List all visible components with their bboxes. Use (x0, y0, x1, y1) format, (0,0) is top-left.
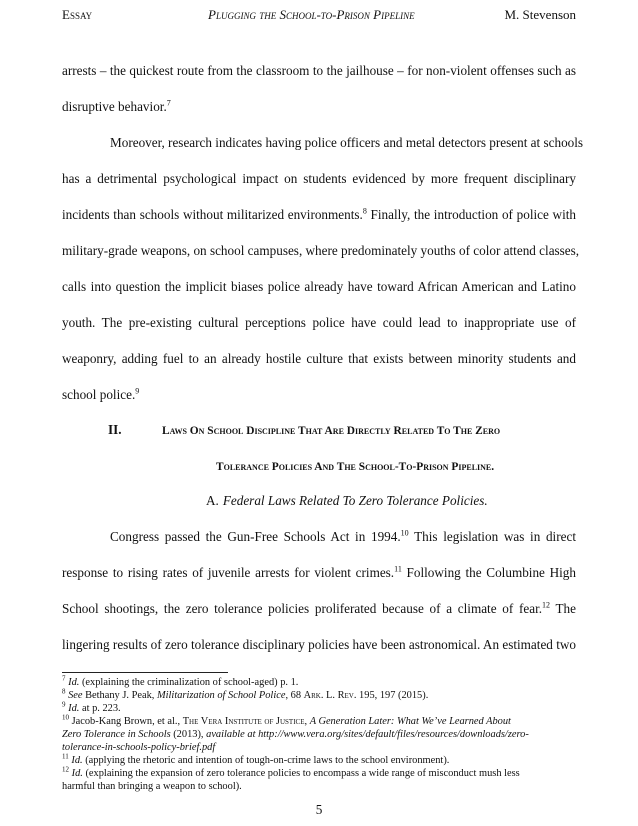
body-line: youth. The pre-existing cultural perceptions police have could lead to inappropriate use of (62, 315, 576, 330)
body-line: school police.$^9$ (62, 386, 140, 402)
footnote-ref: 10 (400, 528, 409, 538)
subsection-heading: A. Federal Laws Related To Zero Tolerance Policies. (206, 493, 488, 508)
body-line: calls into question the implicit biases police already have toward African American and Latino (62, 279, 576, 294)
footnote-9: $^9$ Id. at p. 223. (62, 700, 121, 714)
body-line: Moreover, research indicates having police officers and metal detectors present at schools (110, 135, 584, 150)
footnote-12-cont: harmful than bringing a weapon to school). (62, 781, 242, 792)
body-line: response to rising rates of juvenile arrests for violent crimes.$^{11}$ Following the Columbine High (62, 564, 576, 580)
body-line: incidents than schools without militarized environments.$^8$ Finally, the introduction of police with (62, 206, 576, 222)
section-heading: Tolerance Policies And The School-To-Prison Pipeline. (216, 461, 495, 473)
section-heading: Laws On School Discipline That Are Directly Related To The Zero (162, 425, 501, 437)
footnote-link[interactable]: tolerance-in-schools-policy-brief.pdf (62, 742, 216, 753)
footnote-11: $^{11}$ Id. (applying the rhetoric and intention of tough-on-crime laws to the school environment). (62, 752, 450, 766)
footnote-10: $^{10}$ Jacob-Kang Brown, et al., The Vera Institute of Justice, A Generation Later: What We’ve Learned About (62, 713, 511, 727)
footnote-ref: 12 (542, 600, 551, 610)
section-numeral: II. (108, 422, 122, 437)
running-header-left: Essay (62, 7, 93, 22)
footnote-ref: 11 (394, 564, 402, 574)
body-line: has a detrimental psychological impact on students evidenced by more frequent disciplinary (62, 171, 576, 186)
running-header-author: M. Stevenson (504, 7, 576, 22)
footnote-7: $^7$ Id. (explaining the criminalization of school-aged) p. 1. (62, 674, 299, 688)
body-line: military-grade weapons, on school campuses, where predominately youths of color attend classes, (62, 243, 580, 258)
body-line: School shootings, the zero tolerance policies proliferated because of a climate of fear.$^{12}$ The (62, 600, 577, 616)
footnote-link[interactable]: available at http://www.vera.org/sites/default/files/resources/downloads/zero- (206, 729, 529, 740)
body-line: Congress passed the Gun-Free Schools Act in 1994.10 This legislation was in direct (110, 528, 576, 544)
running-header-title: Plugging the School-to-Prison Pipeline (208, 7, 415, 22)
body-line: disruptive behavior.$^7$ (62, 98, 171, 114)
footnote-ref: 9 (135, 386, 140, 396)
body-line: weaponry, adding fuel to an already hostile culture that exists between minority students and (62, 351, 576, 366)
footnote-ref: 8 (362, 206, 367, 216)
body-line: lingering results of zero tolerance disciplinary policies have been astronomical. An estimated two (62, 637, 576, 652)
footnote-10-cont: Zero Tolerance in Schools (2013), available at http://www.vera.org/sites/default/files/resources/downloads/zero- (62, 729, 529, 740)
page-number: 5 (315, 802, 323, 817)
footnote-divider (62, 672, 228, 673)
footnote-10-cont (62, 742, 576, 755)
body-line: arrests – the quickest route from the classroom to the jailhouse – for non-violent offenses such as (62, 63, 576, 78)
footnote-ref: 7 (166, 98, 171, 108)
footnote-12: $^{12}$ Id. (explaining the expansion of zero tolerance policies to encompass a wide range of misconduct mush less (62, 765, 520, 779)
footnote-8: $^8$ See Bethany J. Peak, Militarization of School Police, 68 Ark. L. Rev. 195, 197 (2015). (62, 687, 429, 701)
